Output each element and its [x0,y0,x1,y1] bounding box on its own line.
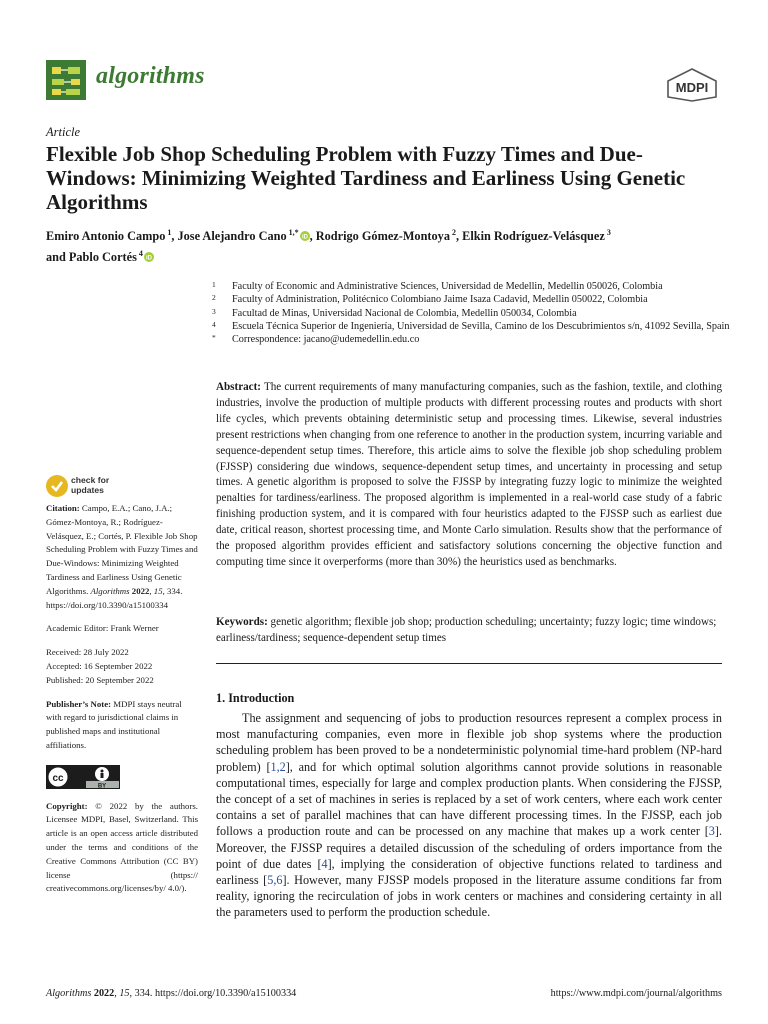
affiliation-item [212,320,732,333]
body-text-span: ], implying the consideration of objective functions related to tardiness and earliness [ [216,856,722,888]
affiliation-text: Facultad de Minas, Universidad Nacional de Colombia, Medellin 050034, Colombia [232,307,577,319]
affiliation-item [212,280,732,293]
affiliation-item [212,307,732,320]
affiliation-number: * [212,333,216,343]
footer-citation: Algorithms 2022, 15, 334. https://doi.org/10.3390/a15100334 [46,988,297,999]
publisher-name: MDPI [675,80,709,95]
introduction-paragraph [216,710,722,921]
footer-year: 2022 [93,988,115,999]
copyright-notice [46,800,198,897]
article-type: Article [46,125,81,139]
author-name[interactable]: Emiro Antonio Campo [46,229,166,244]
body-text-span: ]. However, many FJSSP models proposed in the literature assume conditions far from reality, ignoring the recirculation of jobs in work centers or machines and considering certainty in all the parameters used to perform the production schedule. [216,873,722,920]
author-name[interactable]: Rodrigo Gómez-Montoya [315,229,450,244]
citation-volume: 15 [153,585,163,596]
affiliation-text: Correspondence: jacano@udemedellin.edu.co [232,334,420,346]
publisher-note-text: MDPI stays neutral with regard to jurisdictional claims in published maps and institutional affiliations. [46,698,182,750]
check-updates-line2: updates [71,484,104,495]
check-for-updates-button[interactable] [46,475,136,499]
academic-editor: Academic Editor: Frank Werner [46,623,159,634]
footer-journal: Algorithms [46,988,92,999]
affiliation-text: Escuela Técnica Superior de Ingeniería, Universidad de Sevilla, Camino de los Descubrimientos s/n, 41092 Sevilla, Spain [232,320,730,332]
citation-ref-link[interactable]: 4 [321,856,328,871]
citation-ref-link[interactable]: 3 [708,824,715,839]
citation-label: Citation: [46,503,80,513]
section-divider [216,663,722,664]
published-date: Published: 20 September 2022 [46,674,154,685]
affiliation-number: 4 [212,319,216,329]
affiliation-number: 3 [212,306,216,316]
citation-doi[interactable]: , 334. https://doi.org/10.3390/a15100334 [46,585,183,610]
check-updates-line1: check for [71,475,110,485]
footer-journal-url[interactable]: https://www.mdpi.com/journal/algorithms [550,988,722,999]
received-date: Received: 28 July 2022 [46,647,129,658]
abstract-text: The current requirements of many manufacturing companies, such as the fashion, textile, and clothing industries, involve the production of multiple products with different processing routes and products with short life cycles, which prevents obtaining deterministic setup and processing times. Likewise, several industries present restrictions when changing from one reference to another in the production system, incurring variable and sequence-dependent setup times. Therefore, this article aims to solve the flexible job shop scheduling problem (FJSSP) considering due windows, sequence-dependent setup times, and uncertainty in processing and setup times. A genetic algorithm is proposed to solve the FJSSP by integrating fuzzy logic to minimize the weighted penalties for tardiness/earliness. The proposed algorithm is implemented in a real-world case study of a fabric finishing production system, and it is compared with four heuristics adapted to the FJSSP such as earliest due date, critical reason, shortest processing time, and Monte Carlo simulation. Results show that the performance of the proposed algorithm provides efficient and satisfactory solutions concerning the objective function and computing time since it overperforms (more than 30%) the heuristics used as benchmarks. [216,381,722,568]
publisher-note-label: Publisher’s Note: [46,698,112,709]
paper-title: Flexible Job Shop Scheduling Problem with Fuzzy Times and Due-Windows: Minimizing Weighted Tardiness and Earliness Using Genetic Algorithms [46,142,686,214]
author-affiliation-mark: 4 [136,249,143,259]
publisher-note [46,698,198,753]
footer-doi[interactable]: , 334. https://doi.org/10.3390/a15100334 [129,988,297,999]
keywords-text: genetic algorithm; flexible job shop; production scheduling; uncertainty; fuzzy logic; time windows; earliness/tardiness; sequence-dependent setup times [216,616,717,644]
affiliation-number: 1 [212,280,216,289]
affiliations [212,280,732,346]
abstract [216,380,722,571]
svg-text:iD: iD [301,234,308,241]
journal-name[interactable]: algorithms [96,63,205,89]
author-affiliation-mark: 1 [165,228,172,237]
svg-text:iD: iD [145,255,152,262]
mdpi-logo-icon[interactable] [664,67,720,103]
affiliation-text: Faculty of Economic and Administrative Sciences, Universidad de Medellin, Medellin 050026, Colombia [232,281,663,292]
citation: Citation: Campo, E.A.; Cano, J.A.; Gómez-Montoya, R.; Rodríguez-Velásquez, E.; Cortés, P. Flexible Job Shop Scheduling Problem with Fuzzy Times and Due-Windows: Minimizing Weighted Tardiness and Earliness Using Genetic Algorithms. Algorithms 2022, 15, 334. https://doi.org/10.3390/a15100334 [46,503,198,610]
author-name[interactable]: Jose Alejandro Cano [177,229,287,244]
citation-ref-link[interactable]: 1,2 [270,759,286,774]
accepted-date: Accepted: 16 September 2022 [46,660,153,671]
article-sidebar [46,502,198,896]
author-affiliation-mark: 3 [604,228,611,237]
author-affiliation-mark: 1,* [286,228,299,237]
body-text-span: ], and for which optimal solution algorithms cannot provide solutions in reasonable computational times, especially for large and complex production plants. When considering the FJSSP, the concept of a set of machines in series is replaced by a set of work centers, where each work center contains a set of parallel machines that can have different processing times. In the FJSSP, each job follows a production route and can be processed on any machine that makes up a work center [ [216,759,722,839]
copyright-text: © 2022 by the authors. Licensee MDPI, Basel, Switzerland. This article is an open access article distributed under the terms and conditions of the Creative Commons Attribution (CC BY) license (https:// creativecommons.org/licenses/by/ 4.0/). [46,800,199,894]
citation-text: Campo, E.A.; Cano, J.A.; Gómez-Montoya, R.; Rodríguez-Velásquez, E.; Cortés, P. Flexible Job Shop Scheduling Problem with Fuzzy Times and Due-Windows: Minimizing Weighted Tardiness and Earliness Using Genetic Algorithms. [46,503,198,596]
body-text-span: The assignment and sequencing of jobs to production resources represent a complex process in most manufacturing companies, even more in flexible job shop systems where the production scheduling problem has been proved to be a nondeterministic polynomial time-hard problem (NP-hard problem) [ [216,711,722,774]
check-updates-icon [46,475,68,497]
body-paragraph [216,710,722,921]
author-name[interactable]: and Pablo Cortés [46,250,137,265]
author-affiliation-mark: 2 [449,228,456,237]
orcid-icon[interactable] [300,231,310,241]
author-list: Emiro Antonio Campo $^1$, Jose Alejandro Cano $^{1,*}$ iD , Rodrigo Gómez-Montoya $^2$, Elkin Rodríguez-Velásquez $^3$ and Pablo Cortés $^4$ iD [46,228,611,265]
journal-logo-icon [46,60,86,100]
citation-year: 2022 [131,585,150,596]
affiliation-item [212,293,732,306]
orcid-icon[interactable] [144,252,154,262]
affiliation-number: 2 [212,293,216,303]
section-heading: 1. Introduction [216,691,295,705]
footer-volume: 15 [119,988,130,999]
citation-ref-link[interactable]: 5,6 [267,873,283,888]
keywords-label: Keywords: [216,616,268,628]
affiliation-item [212,333,732,346]
affiliation-text: Faculty of Administration, Politécnico Colombiano Jaime Isaza Cadavid, Medellin 050022, Colombia [232,294,648,306]
body-text-span: ]. Moreover, the FJSSP requires a detailed discussion of the scheduling of orders importance from the point of due dates [ [216,824,722,871]
svg-text:cc: cc [52,772,64,784]
cc-by-license-icon[interactable] [46,765,120,789]
copyright-label: Copyright: [46,800,88,811]
citation-journal: Algorithms [90,585,130,596]
cc-by-label: BY [97,783,107,789]
author-name[interactable]: Elkin Rodríguez-Velásquez [462,229,605,244]
abstract-label: Abstract: [216,381,261,393]
keywords [216,615,722,647]
